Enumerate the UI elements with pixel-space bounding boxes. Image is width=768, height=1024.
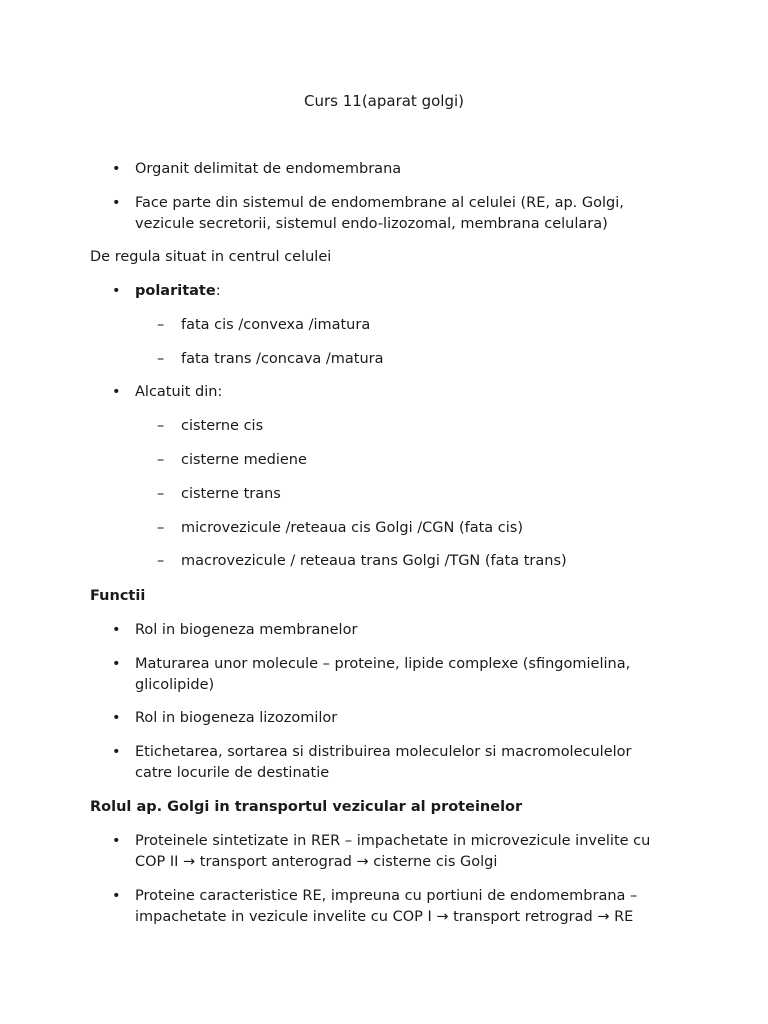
location-paragraph: De regula situat in centrul celulei xyxy=(90,249,332,265)
sub-item: cisterne trans xyxy=(181,486,281,502)
dash-marker: – xyxy=(157,553,165,569)
functii-heading: Functii xyxy=(90,588,146,604)
sub-item: macrovezicule / reteaua trans Golgi /TGN (fata trans) xyxy=(181,553,567,569)
bullet-marker: • xyxy=(112,710,121,726)
bullet-marker: • xyxy=(112,833,121,849)
bullet-text-continuation: impachetate in vezicule invelite cu COP I → transport retrograd → RE xyxy=(135,909,634,925)
bullet-text-continuation: COP II → transport anterograd → cisterne cis Golgi xyxy=(135,854,498,870)
bullet-text-continuation: vezicule secretorii, sistemul endo-lizozomal, membrana celulara) xyxy=(135,216,608,232)
dash-marker: – xyxy=(157,418,165,434)
dash-marker: – xyxy=(157,317,165,333)
bullet-marker: • xyxy=(112,195,121,211)
dash-marker: – xyxy=(157,486,165,502)
polaritate-item xyxy=(135,281,221,302)
alcatuit-label: Alcatuit din: xyxy=(135,384,223,400)
bullet-text: Proteine caracteristice RE, impreuna cu portiuni de endomembrana – xyxy=(135,888,638,904)
dash-marker: – xyxy=(157,351,165,367)
dash-marker: – xyxy=(157,520,165,536)
bullet-text-continuation: catre locurile de destinatie xyxy=(135,765,330,781)
sub-item: fata cis /convexa /imatura xyxy=(181,317,371,333)
bullet-text: Face parte din sistemul de endomembrane al celulei (RE, ap. Golgi, xyxy=(135,195,624,211)
bullet-text: Organit delimitat de endomembrana xyxy=(135,161,402,177)
bullet-marker: • xyxy=(112,888,121,904)
bullet-marker: • xyxy=(112,283,121,299)
polaritate-label: polaritate xyxy=(135,283,216,299)
bullet-marker: • xyxy=(112,744,121,760)
polaritate-suffix: : xyxy=(215,283,221,299)
document-title: Curs 11(aparat golgi) xyxy=(304,92,464,110)
sub-item: fata trans /concava /matura xyxy=(181,351,384,367)
bullet-text: Maturarea unor molecule – proteine, lipide complexe (sfingomielina, xyxy=(135,656,631,672)
bullet-text: Etichetarea, sortarea si distribuirea moleculelor si macromoleculelor xyxy=(135,744,632,760)
bullet-text: Rol in biogeneza membranelor xyxy=(135,622,358,638)
bullet-marker: • xyxy=(112,161,121,177)
bullet-marker: • xyxy=(112,622,121,638)
bullet-text: Proteinele sintetizate in RER – impachetate in microvezicule invelite cu xyxy=(135,833,651,849)
bullet-text: Rol in biogeneza lizozomilor xyxy=(135,710,338,726)
bullet-text-continuation: glicolipide) xyxy=(135,677,215,693)
sub-item: microvezicule /reteaua cis Golgi /CGN (fata cis) xyxy=(181,520,524,536)
sub-item: cisterne cis xyxy=(181,418,264,434)
dash-marker: – xyxy=(157,452,165,468)
sub-item: cisterne mediene xyxy=(181,452,307,468)
bullet-marker: • xyxy=(112,384,121,400)
bullet-marker: • xyxy=(112,656,121,672)
transport-heading: Rolul ap. Golgi in transportul vezicular al proteinelor xyxy=(90,799,523,815)
